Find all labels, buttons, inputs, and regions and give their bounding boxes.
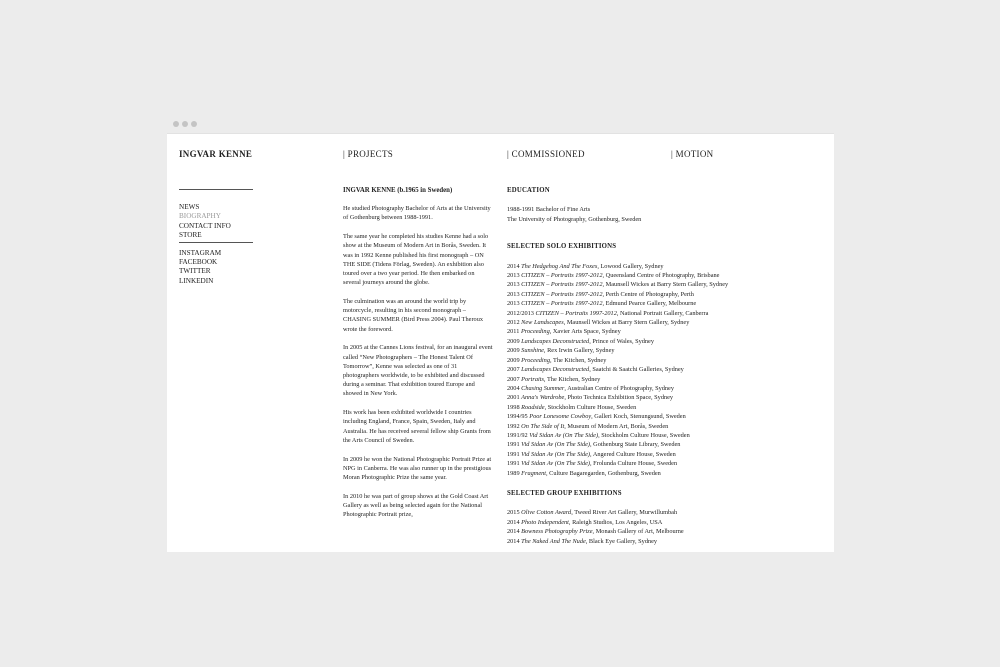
window-dot-icon[interactable] — [191, 121, 197, 127]
exhibition-venue: , Maunsell Wickes at Barry Stern Gallery, Sydney — [563, 319, 690, 327]
exhibition-entry — [507, 327, 827, 336]
sidebar-link-linkedin[interactable]: LINKEDIN — [179, 276, 214, 285]
biography-paragraph: In 2010 he was part of group shows at the Gold Coast Art Gallery as well as being selected again for the National Photographic Portrait prize, — [343, 492, 489, 519]
browser-titlebar — [167, 115, 834, 134]
window-dot-icon[interactable] — [182, 121, 188, 127]
exhibition-year: 2013 — [507, 300, 522, 308]
exhibition-venue: , Galleri Koch, Stenungsund, Sweden — [591, 413, 686, 421]
exhibition-venue: , Museum of Modern Art, Borås, Sweden — [564, 422, 669, 430]
exhibition-title: Roadside — [521, 403, 545, 411]
exhibition-year: 2009 — [507, 356, 522, 364]
browser-window — [167, 115, 834, 552]
exhibition-entry — [507, 375, 827, 384]
exhibition-venue: , Culture Bagaregarden, Gothenburg, Sweden — [546, 469, 661, 477]
education-line: 1988-1991 Bachelor of Fine Arts — [507, 206, 591, 214]
exhibition-venue: , Lowood Gallery, Sydney — [597, 262, 664, 270]
sidebar-divider — [179, 189, 253, 190]
exhibition-year: 2011 — [507, 328, 521, 336]
exhibition-entry — [507, 280, 827, 289]
exhibition-entry — [507, 537, 827, 546]
exhibition-entry — [507, 271, 827, 280]
exhibition-year: 2013 — [507, 272, 522, 280]
window-dot-icon[interactable] — [173, 121, 179, 127]
exhibition-title: The Hedgehog And The Foxes — [521, 262, 598, 270]
exhibition-year: 2009 — [507, 337, 522, 345]
education-line: The University of Photography, Gothenburg, Sweden — [507, 215, 642, 223]
exhibition-venue: , Black Eye Gallery, Sydney — [585, 537, 658, 545]
exhibition-venue: , Australian Centre of Photography, Sydney — [564, 384, 674, 392]
exhibition-year: 2007 — [507, 375, 522, 383]
exhibition-title: Landscapes Deconstructed — [521, 337, 590, 345]
exhibition-venue: , Gothenburg State Library, Sweden — [590, 441, 681, 449]
exhibition-entry — [507, 365, 827, 374]
exhibition-title: Vid Sidan Av (On The Side) — [529, 431, 599, 439]
exhibition-year: 1989 — [507, 469, 522, 477]
exhibition-venue: , Tweed River Art Gallery, Murwillumbah — [571, 509, 678, 517]
exhibition-venue: , Stockholm Culture House, Sweden — [598, 431, 690, 439]
exhibition-year: 2012 — [507, 319, 522, 327]
exhibition-venue: , Raleigh Studios, Los Angeles, USA — [568, 518, 663, 526]
exhibition-year: 1991/92 — [507, 431, 530, 439]
exhibition-entry — [507, 422, 827, 431]
exhibition-title: Bowness Photography Prize — [521, 528, 593, 536]
biography-paragraph: He studied Photography Bachelor of Arts at the University of Gothenburg between 1988-1991. — [343, 205, 491, 222]
exhibition-venue: , Frolunda Culture House, Sweden — [590, 460, 678, 468]
exhibition-year: 2012/2013 — [507, 309, 536, 317]
sidebar-link-facebook[interactable]: FACEBOOK — [179, 258, 218, 267]
exhibition-year: 2015 — [507, 509, 522, 517]
page-content — [167, 134, 834, 552]
biography-paragraph: The same year he completed his studies Kenne had a solo show at the Museum of Modern Art in Borås, Sweden. It was in 1992 Kenne published his first monograph – ON THE SIDE (Tidens Förlag, Sweden). An exhibition also toured over a two year period. He then embarked on several journeys around the globe. — [343, 233, 489, 287]
site-title[interactable]: INGVAR KENNE — [179, 149, 253, 159]
exhibition-venue: , The Kitchen, Sydney — [549, 356, 607, 364]
exhibition-entry — [507, 262, 827, 271]
exhibition-venue: , Rex Irwin Gallery, Sydney — [543, 347, 615, 355]
exhibition-title: CITIZEN – Portraits 1997-2012 — [521, 272, 603, 280]
exhibition-title: Vid Sidan Av (On The Side) — [521, 441, 591, 449]
biography-paragraph: In 2005 at the Cannes Lions festival, for an inaugural event called “New Photographers – The Honest Talent Of Tomorrow”, Kenne was selected as one of 31 photographers worldwide, to be exhibited and discussed during a seminar. That exhibition toured Europe and showed in New York. — [343, 344, 493, 398]
biography-paragraph: His work has been exhibited worldwide I countries including England, France, Spain, Sweden, Italy and Australia. He has received several fellow ship Grants from the Arts Council of Sweden. — [343, 409, 491, 444]
exhibition-year: 2001 — [507, 394, 522, 402]
exhibition-venue: , The Kitchen, Sydney — [543, 375, 601, 383]
solo-exhibitions-section — [507, 242, 827, 478]
exhibition-year: 1994/95 — [507, 413, 530, 421]
exhibition-year: 1991 — [507, 441, 522, 449]
sidebar-link-biography[interactable]: BIOGRAPHY — [179, 212, 221, 221]
exhibition-title: Photo Independent — [521, 518, 569, 526]
exhibition-entry — [507, 450, 827, 459]
exhibition-venue: , Xavier Arts Space, Sydney — [549, 328, 621, 336]
exhibition-title: Fragment — [521, 469, 547, 477]
exhibition-year: 2013 — [507, 281, 522, 289]
exhibition-title: Proceeding — [520, 328, 550, 336]
exhibition-entry — [507, 309, 827, 318]
education-heading: EDUCATION — [507, 187, 550, 194]
exhibition-entry — [507, 469, 827, 478]
biography-text — [343, 204, 493, 519]
exhibition-entry — [507, 518, 827, 527]
exhibition-title: Anna's Wardrobe — [521, 394, 565, 402]
exhibition-title: CITIZEN – Portraits 1997-2012 — [521, 300, 603, 308]
exhibition-title: Poor Lonesome Cowboy — [529, 413, 592, 421]
exhibition-entry — [507, 403, 827, 412]
exhibition-entry — [507, 508, 827, 517]
solo-exhibitions-list — [507, 262, 827, 478]
sidebar-group-pages — [179, 203, 253, 241]
exhibition-year: 2014 — [507, 518, 522, 526]
nav-projects[interactable]: | PROJECTS — [343, 149, 394, 159]
sidebar-link-news[interactable]: NEWS — [179, 203, 200, 211]
exhibition-entry — [507, 356, 827, 365]
exhibition-title: Proceeding — [521, 356, 550, 364]
exhibition-venue: , Stockholm Culture House, Sweden — [544, 403, 637, 411]
education-section — [507, 186, 827, 224]
exhibition-entry — [507, 412, 827, 421]
exhibition-venue: , Maunsell Wickes at Barry Stern Gallery, Sydney — [602, 281, 729, 289]
exhibition-venue: , Monash Gallery of Art, Melbourne — [592, 528, 684, 536]
exhibition-year: 2014 — [507, 528, 522, 536]
exhibition-venue: , Queensland Centre of Photography, Brisbane — [602, 272, 720, 280]
exhibition-title: Portraits — [521, 375, 544, 383]
sidebar-link-instagram[interactable]: INSTAGRAM — [179, 248, 222, 257]
exhibition-entry — [507, 299, 827, 308]
exhibition-year: 1991 — [507, 460, 522, 468]
exhibition-year: 1998 — [507, 403, 522, 411]
exhibition-title: Landscapes Deconstructed — [521, 366, 590, 374]
exhibition-venue: , Saatchi & Saatchi Galleries, Sydney — [589, 366, 684, 374]
exhibition-year: 1992 — [507, 422, 522, 430]
nav-motion[interactable]: | MOTION — [671, 149, 714, 159]
exhibition-venue: , Perth Centre of Photography, Perth — [602, 290, 694, 298]
exhibition-title: CITIZEN – Portraits 1997-2012 — [521, 290, 603, 298]
exhibition-title: The Naked And The Nude — [521, 537, 586, 545]
exhibition-venue: , National Portrait Gallery, Canberra — [616, 309, 709, 317]
exhibition-entry — [507, 459, 827, 468]
exhibition-venue: , Photo Technica Exhibition Space, Sydney — [564, 394, 674, 402]
exhibition-title: Chasing Summer — [521, 384, 565, 392]
exhibition-year: 2007 — [507, 366, 522, 374]
exhibition-venue: , Edmund Pearce Gallery, Melbourne — [602, 300, 697, 308]
exhibition-title: CITIZEN – Portraits 1997-2012 — [535, 309, 617, 317]
exhibition-entry — [507, 393, 827, 402]
exhibition-entry — [507, 290, 827, 299]
exhibition-entry — [507, 384, 827, 393]
exhibition-entry — [507, 346, 827, 355]
biography-paragraph: The culmination was an around the world trip by motorcycle, resulting in his second monograph – CHASING SUMMER (Bird Press 2004). Paul Theroux wrote the foreword. — [343, 298, 483, 333]
sidebar-link-contact-info[interactable]: CONTACT INFO — [179, 221, 231, 230]
exhibition-title: On The Side of It — [521, 422, 565, 430]
exhibition-year: 2009 — [507, 347, 522, 355]
biography-paragraph: In 2009 he won the National Photographic Portrait Prize at NPG in Canberra. He was also runner up in the prestigious Moran Photographic Prize the same year. — [343, 455, 492, 482]
exhibition-title: New Landscapes — [521, 319, 564, 327]
cv-column — [507, 186, 827, 552]
exhibition-venue: , Angered Culture House, Sweden — [590, 450, 676, 458]
exhibition-title: Sunshine — [521, 347, 544, 355]
biography-column — [343, 186, 493, 529]
group-exhibitions-list — [507, 508, 827, 546]
sidebar-link-twitter[interactable]: TWITTER — [179, 267, 211, 276]
nav-commissioned[interactable]: | COMMISSIONED — [507, 149, 585, 159]
exhibition-venue: , Prince of Wales, Sydney — [589, 337, 654, 345]
sidebar-menu — [179, 189, 253, 286]
exhibition-year: 2014 — [507, 262, 522, 270]
exhibition-year: 2004 — [507, 384, 522, 392]
group-exhibitions-heading: SELECTED GROUP EXHIBITIONS — [507, 489, 622, 497]
exhibition-entry — [507, 527, 827, 536]
sidebar-divider — [179, 242, 253, 243]
solo-exhibitions-heading: SELECTED SOLO EXHIBITIONS — [507, 243, 617, 251]
exhibition-year: 2013 — [507, 290, 522, 298]
exhibition-title: Olive Cotton Award — [521, 509, 572, 517]
sidebar-group-social — [179, 249, 253, 287]
exhibition-year: 1991 — [507, 450, 522, 458]
exhibition-entry — [507, 318, 827, 327]
biography-heading: INGVAR KENNE (b.1965 in Sweden) — [343, 187, 453, 194]
education-list — [507, 205, 827, 224]
exhibition-entry — [507, 431, 827, 440]
exhibition-title: Vid Sidan Av (On The Side) — [521, 450, 591, 458]
exhibition-entry — [507, 337, 827, 346]
exhibition-year: 2014 — [507, 537, 522, 545]
exhibition-title: CITIZEN – Portraits 1997-2012 — [521, 281, 603, 289]
exhibition-title: Vid Sidan Av (On The Side) — [521, 460, 591, 468]
exhibition-entry — [507, 440, 827, 449]
sidebar-link-store[interactable]: STORE — [179, 231, 202, 240]
group-exhibitions-section — [507, 489, 827, 546]
